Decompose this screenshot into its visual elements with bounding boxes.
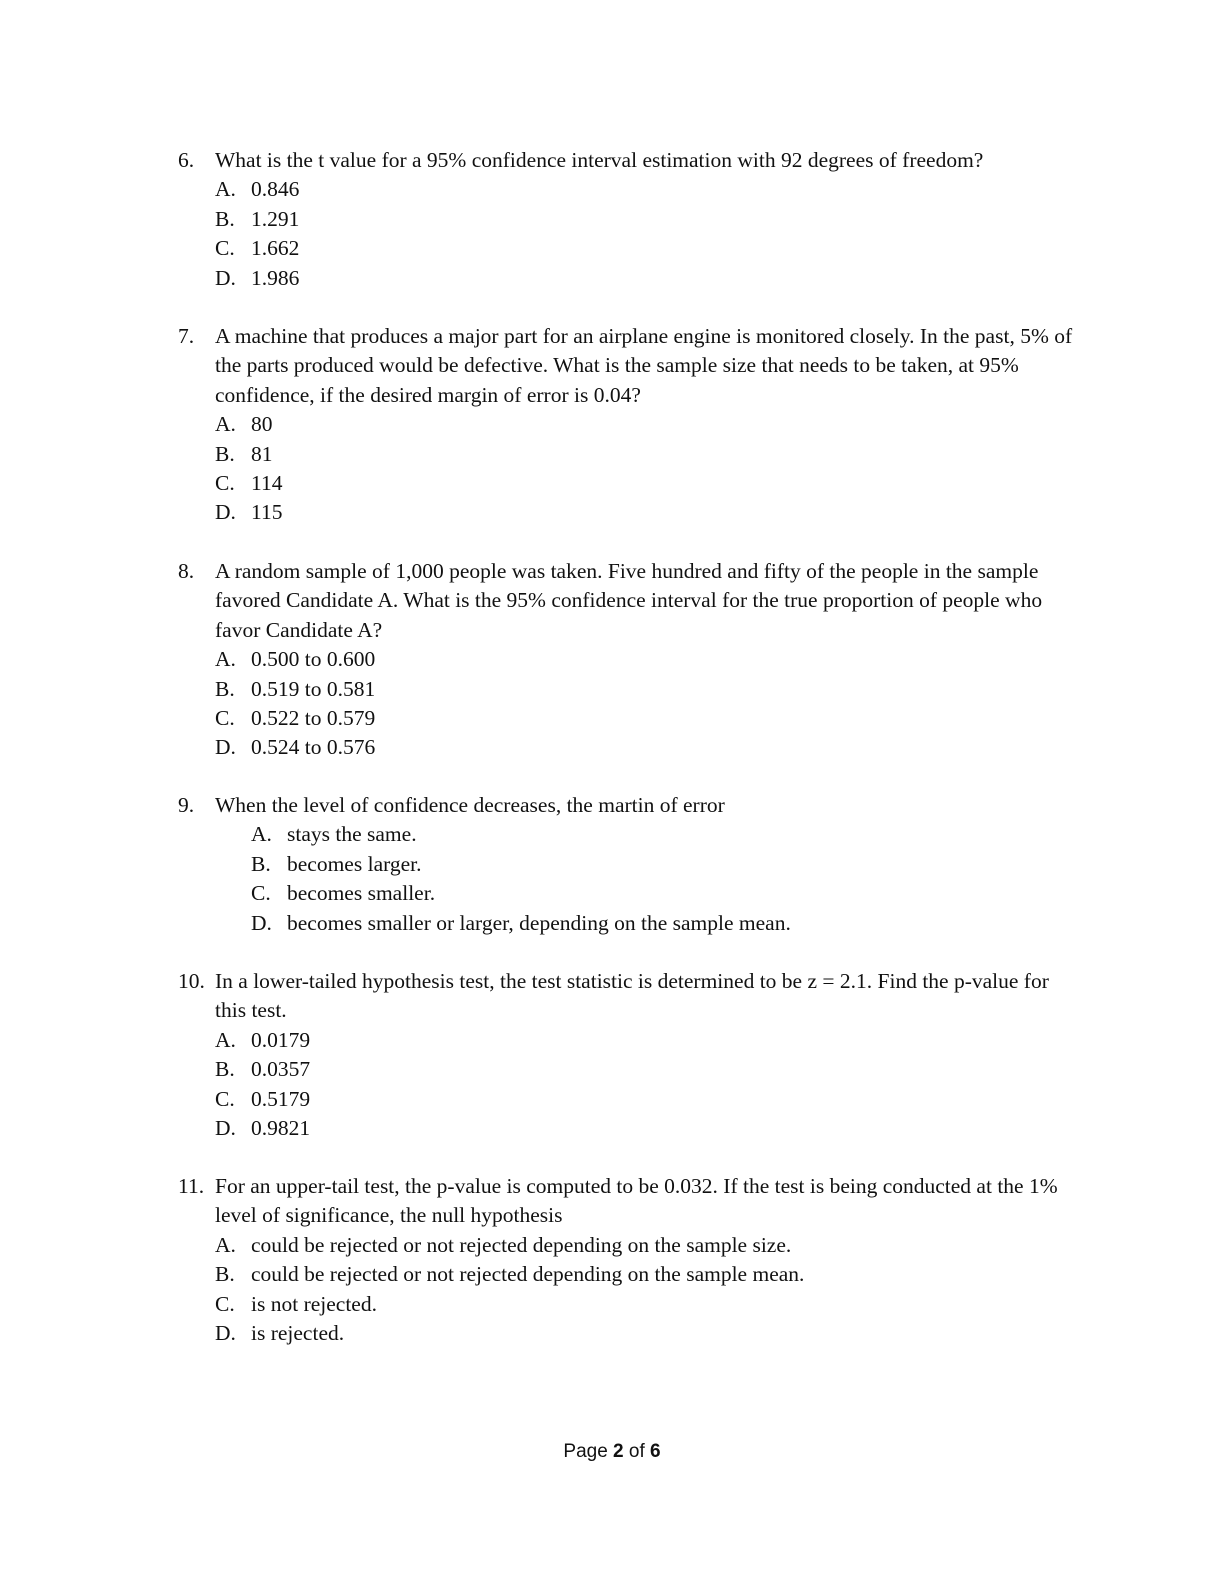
question-stem: [178, 791, 1078, 820]
option-letter: C.: [215, 471, 235, 496]
answer-option-a: [215, 1026, 1078, 1055]
question-text: When the level of confidence decreases, the martin of error: [215, 793, 725, 817]
option-text: 0.9821: [251, 1116, 311, 1141]
option-text: becomes smaller or larger, depending on the sample mean.: [287, 910, 791, 935]
question-11: [178, 1172, 1078, 1348]
page-number-footer: [0, 1440, 1224, 1464]
option-letter: C.: [215, 1086, 235, 1111]
question-10: [178, 967, 1078, 1143]
answer-option-c: [215, 469, 1078, 498]
option-text: 1.291: [251, 206, 300, 231]
answer-option-d: [215, 1114, 1078, 1143]
option-letter: C.: [251, 881, 271, 906]
option-letter: C.: [215, 706, 235, 731]
option-letter: D.: [215, 735, 236, 760]
option-text: is not rejected.: [251, 1291, 377, 1316]
option-text: 1.986: [251, 265, 300, 290]
answer-option-c: [215, 1085, 1078, 1114]
option-letter: B.: [215, 441, 235, 466]
answer-option-b: [251, 850, 1078, 879]
question-number: 10.: [178, 969, 205, 993]
option-text: 114: [251, 471, 283, 496]
option-text: could be rejected or not rejected depending on the sample size.: [251, 1232, 792, 1257]
answer-option-d: [215, 264, 1078, 293]
answer-option-c: [215, 234, 1078, 263]
answer-option-d: [251, 909, 1078, 938]
option-letter: D.: [251, 910, 272, 935]
answer-option-b: [215, 440, 1078, 469]
question-number: 8.: [178, 559, 195, 583]
option-text: 0.5179: [251, 1086, 311, 1111]
option-letter: B.: [215, 1262, 235, 1287]
option-letter: A.: [251, 822, 272, 847]
question-7: [178, 322, 1078, 528]
option-text: is rejected.: [251, 1321, 345, 1346]
option-text: becomes larger.: [287, 851, 422, 876]
answer-options: [215, 645, 1078, 763]
option-letter: D.: [215, 1321, 236, 1346]
question-text: A random sample of 1,000 people was taken. Five hundred and fifty of the people in the sample favored Candidate A. What is the 95% confidence interval for the true proportion of people who favor Candidate A?: [215, 559, 1043, 642]
answer-option-a: [251, 820, 1078, 849]
option-letter: D.: [215, 265, 236, 290]
answer-option-d: [215, 733, 1078, 762]
option-text: 0.524 to 0.576: [251, 735, 376, 760]
option-text: stays the same.: [287, 822, 417, 847]
answer-option-c: [215, 1290, 1078, 1319]
option-text: 81: [251, 441, 273, 466]
option-text: 80: [251, 412, 273, 437]
question-text: For an upper-tail test, the p-value is computed to be 0.032. If the test is being conducted at the 1% level of significance, the null hypothesis: [215, 1174, 1058, 1228]
answer-option-a: [215, 645, 1078, 674]
page-label: Page: [563, 1441, 614, 1462]
option-letter: B.: [215, 676, 235, 701]
option-letter: A.: [215, 647, 236, 672]
option-text: 0.0179: [251, 1027, 311, 1052]
answer-option-d: [215, 1319, 1078, 1348]
answer-option-a: [215, 410, 1078, 439]
answer-option-c: [251, 879, 1078, 908]
answer-option-a: [215, 1231, 1078, 1260]
page-of-label: of: [623, 1441, 651, 1462]
question-number: 6.: [178, 148, 195, 172]
option-letter: B.: [215, 206, 235, 231]
question-number: 11.: [178, 1174, 205, 1198]
question-text: In a lower-tailed hypothesis test, the test statistic is determined to be z = 2.1. Find the p-value for this test.: [215, 969, 1049, 1023]
option-letter: C.: [215, 1291, 235, 1316]
answer-options: [215, 1026, 1078, 1144]
answer-option-d: [215, 498, 1078, 527]
option-letter: B.: [215, 1057, 235, 1082]
answer-option-a: [215, 175, 1078, 204]
total-pages-number: 6: [650, 1441, 661, 1462]
answer-options: [215, 410, 1078, 528]
question-stem: [178, 967, 1078, 1026]
option-letter: A.: [215, 1027, 236, 1052]
answer-options: [251, 820, 1078, 938]
question-9: [178, 791, 1078, 938]
answer-option-c: [215, 704, 1078, 733]
question-stem: [178, 146, 1078, 175]
question-number: 9.: [178, 793, 195, 817]
question-text: What is the t value for a 95% confidence interval estimation with 92 degrees of freedom?: [215, 148, 984, 172]
question-number: 7.: [178, 324, 195, 348]
answer-options: [215, 175, 1078, 293]
option-text: 0.0357: [251, 1057, 311, 1082]
option-letter: A.: [215, 177, 236, 202]
question-8: [178, 557, 1078, 763]
answer-option-b: [215, 205, 1078, 234]
option-text: 0.519 to 0.581: [251, 676, 376, 701]
answer-option-b: [215, 1260, 1078, 1289]
option-letter: D.: [215, 1116, 236, 1141]
option-text: 0.500 to 0.600: [251, 647, 376, 672]
option-text: 115: [251, 500, 283, 525]
option-letter: D.: [215, 500, 236, 525]
option-text: becomes smaller.: [287, 881, 436, 906]
question-stem: [178, 1172, 1078, 1231]
option-letter: C.: [215, 236, 235, 261]
answer-options: [215, 1231, 1078, 1349]
option-letter: A.: [215, 412, 236, 437]
question-text: A machine that produces a major part for an airplane engine is monitored closely. In the past, 5% of the parts produced would be defective. What is the sample size that needs to be taken, at 95% confidence, if the desired margin of error is 0.04?: [215, 324, 1073, 407]
question-6: [178, 146, 1078, 293]
current-page-number: 2: [613, 1441, 624, 1462]
question-stem: [178, 322, 1078, 410]
option-text: 0.846: [251, 177, 300, 202]
answer-option-b: [215, 675, 1078, 704]
option-letter: B.: [251, 851, 271, 876]
option-letter: A.: [215, 1232, 236, 1257]
answer-option-b: [215, 1055, 1078, 1084]
option-text: 0.522 to 0.579: [251, 706, 376, 731]
option-text: 1.662: [251, 236, 300, 261]
question-stem: [178, 557, 1078, 645]
option-text: could be rejected or not rejected depending on the sample mean.: [251, 1262, 805, 1287]
